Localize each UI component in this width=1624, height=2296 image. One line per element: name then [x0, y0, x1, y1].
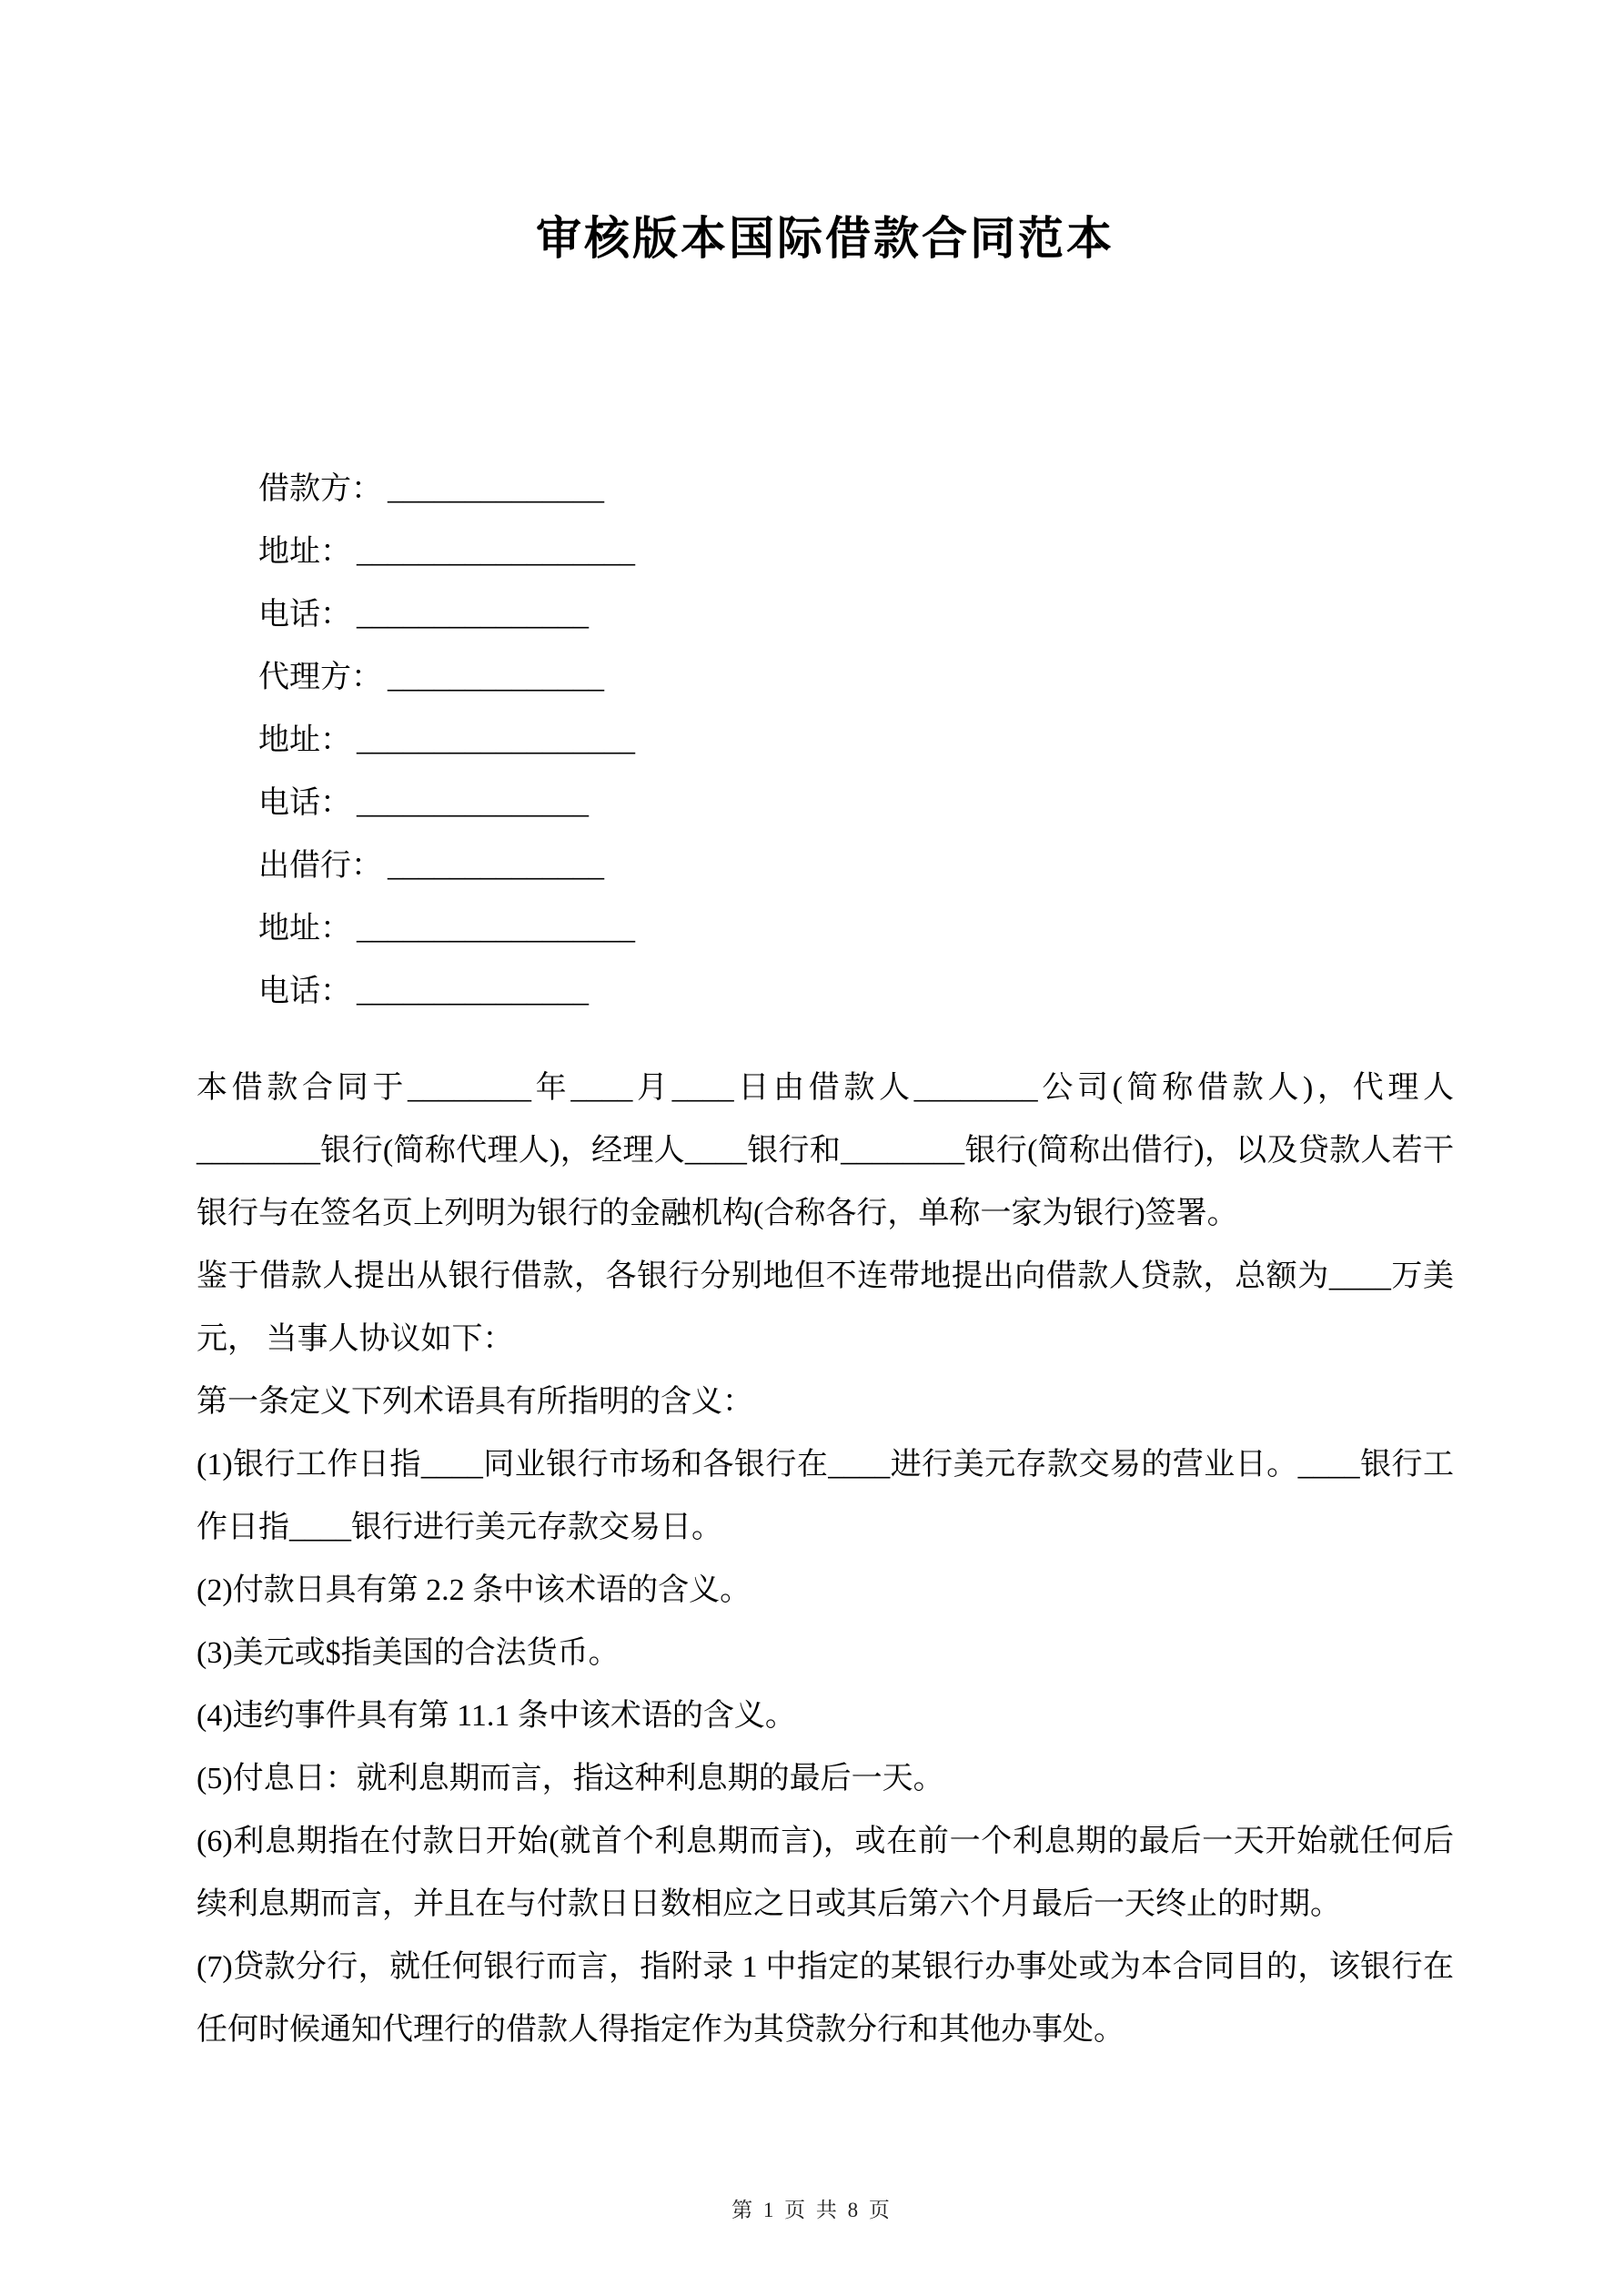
field-label-agent-address: 地址： — [258, 723, 351, 757]
field-blank-agent-address: __________________ — [357, 723, 635, 757]
field-blank-borrower-phone: _______________ — [357, 598, 589, 632]
definition-5-interest-payment-date: (5)付息日：就利息期而言，指这种利息期的最后一天。 — [197, 1762, 944, 1795]
field-label-lender: 出借行： — [258, 849, 382, 883]
field-label-agent: 代理方： — [258, 661, 382, 694]
field-label-borrower: 借款方： — [258, 472, 382, 506]
field-label-lender-address: 地址： — [258, 912, 351, 946]
field-blank-agent: ______________ — [388, 661, 604, 694]
page-number-footer: 第 1 页 共 8 页 — [731, 2199, 893, 2221]
contact-fields — [197, 395, 1454, 1008]
definition-4-event-of-default: (4)违约事件具有第 11.1 条中该术语的含义。 — [197, 1699, 796, 1733]
field-blank-borrower: ______________ — [388, 472, 604, 506]
field-blank-agent-phone: _______________ — [357, 786, 589, 820]
definition-2-payment-date: (2)付款日具有第 2.2 条中该术语的含义。 — [197, 1573, 751, 1607]
definition-3-us-dollar: (3)美元或$指美国的合法货币。 — [197, 1636, 620, 1670]
definition-1-bank-business-day: (1)银行工作日指____同业银行市场和各银行在____进行美元存款交易的营业日。____银行工作日指____银行进行美元存款交易日。 — [197, 1448, 1454, 1544]
field-label-agent-phone: 电话： — [258, 786, 351, 820]
field-blank-lender-phone: _______________ — [357, 975, 589, 1008]
document-title: 审核版本国际借款合同范本 — [536, 213, 1115, 264]
paragraph-preamble: 本借款合同于________年____月____日由借款人________公司(简称借款人)，代理人________银行(简称代理人)，经理人____银行和________银行(简称出借行)，以及贷款人若干银行与在签名页上列明为银行的金融机构(合称各行，单称一家为银行)签署。 — [197, 1071, 1454, 1230]
document-body — [197, 1057, 1454, 2061]
paragraph-recital: 鉴于借款人提出从银行借款，各银行分别地但不连带地提出向借款人贷款，总额为____万美元， 当事人协议如下： — [197, 1259, 1454, 1356]
field-label-lender-phone: 电话： — [258, 975, 351, 1008]
field-blank-lender: ______________ — [388, 849, 604, 883]
field-blank-lender-address: __________________ — [357, 912, 635, 946]
field-label-borrower-address: 地址： — [258, 535, 351, 569]
field-row-borrower — [197, 395, 1454, 506]
definition-6-interest-period: (6)利息期指在付款日开始(就首个利息期而言)，或在前一个利息期的最后一天开始就任何后续利息期而言，并且在与付款日日数相应之日或其后第六个月最后一天终止的时期。 — [197, 1825, 1454, 1921]
field-label-borrower-phone: 电话： — [258, 598, 351, 632]
field-blank-borrower-address: __________________ — [357, 535, 635, 569]
definition-7-lending-branch: (7)贷款分行，就任何银行而言，指附录 1 中指定的某银行办事处或为本合同目的，该银行在任何时候通知代理行的借款人得指定作为其贷款分行和其他办事处。 — [197, 1950, 1454, 2047]
article-1-heading: 第一条定义下列术语具有所指明的含义： — [197, 1385, 753, 1419]
